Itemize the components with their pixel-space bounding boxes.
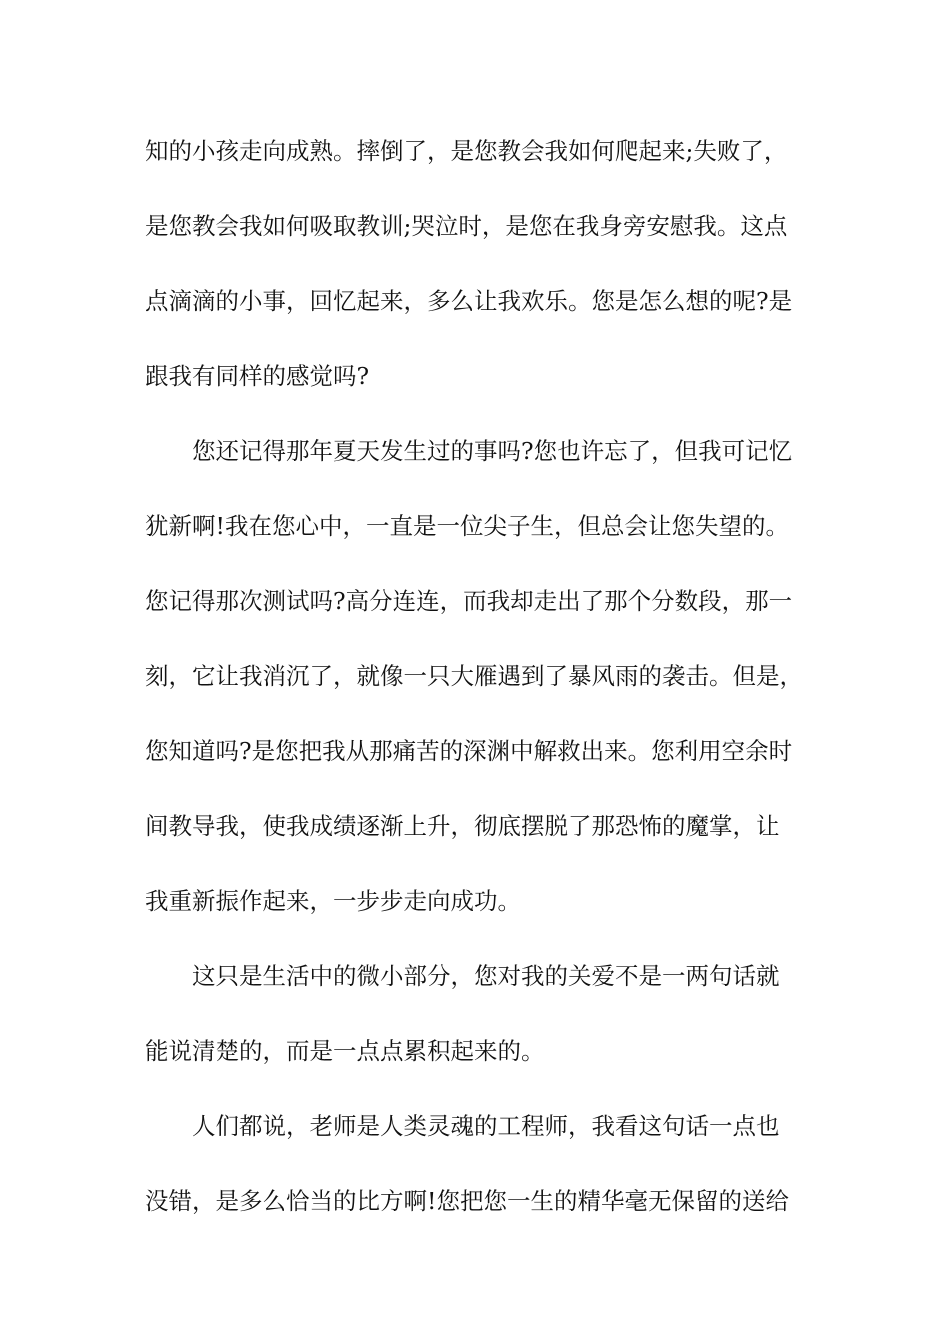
paragraph-3-line-1: 这只是生活中的微小部分，您对我的关爱不是一两句话就 <box>192 962 780 990</box>
paragraph-2-line-1: 您还记得那年夏天发生过的事吗?您也许忘了，但我可记忆 <box>192 437 793 465</box>
text-line-11: 我重新振作起来，一步步走向成功。 <box>145 887 521 915</box>
text-line-7: 您记得那次测试吗?高分连连，而我却走出了那个分数段，那一 <box>145 587 793 615</box>
text-line-6: 犹新啊!我在您心中，一直是一位尖子生，但总会让您失望的。 <box>145 512 789 540</box>
text-line-9: 您知道吗?是您把我从那痛苦的深渊中解救出来。您利用空余时 <box>145 737 793 765</box>
text-line-1: 知的小孩走向成熟。摔倒了，是您教会我如何爬起来;失败了， <box>145 137 788 165</box>
text-line-15: 没错，是多么恰当的比方啊!您把您一生的精华毫无保留的送给 <box>145 1187 789 1215</box>
paragraph-4-line-1: 人们都说，老师是人类灵魂的工程师，我看这句话一点也 <box>192 1112 780 1140</box>
text-line-13: 能说清楚的，而是一点点累积起来的。 <box>145 1037 545 1065</box>
text-line-10: 间教导我，使我成绩逐渐上升，彻底摆脱了那恐怖的魔掌，让 <box>145 812 780 840</box>
text-line-8: 刻，它让我消沉了，就像一只大雁遇到了暴风雨的袭击。但是， <box>145 662 803 690</box>
text-line-3: 点滴滴的小事，回忆起来，多么让我欢乐。您是怎么想的呢?是 <box>145 287 793 315</box>
text-line-4: 跟我有同样的感觉吗? <box>145 362 370 390</box>
text-line-2: 是您教会我如何吸取教训;哭泣时，是您在我身旁安慰我。这点 <box>145 212 788 240</box>
